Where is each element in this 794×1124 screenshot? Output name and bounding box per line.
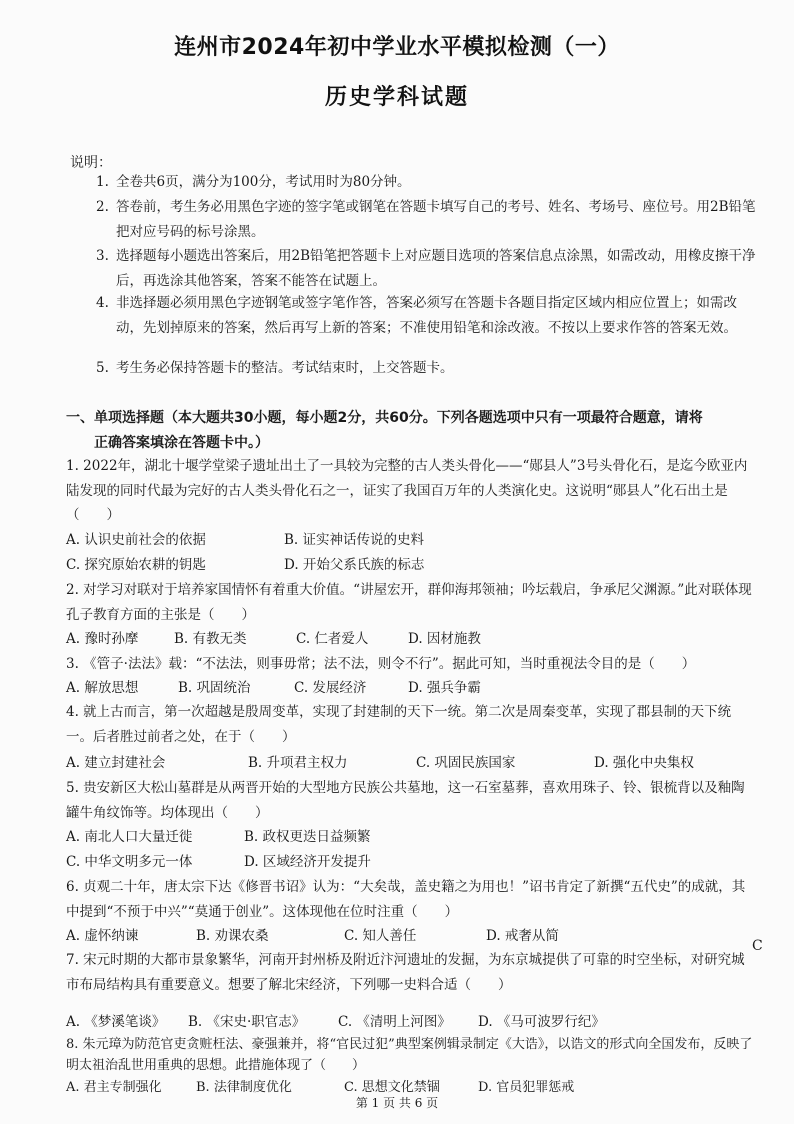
option-c[interactable]: C. 《清明上河图》 <box>338 1014 451 1030</box>
question-stem: 6. 贞观二十年，唐太宗下达《修晋书诏》认为：“大矣哉，盖史籍之为用也！”诏书肯定了新撰“五代史”的成就，其中提到“不预于中兴”“莫通于创业”。这体现他在位时注重（ ） <box>66 879 746 920</box>
instruction-item <box>96 244 756 294</box>
option-c[interactable]: C. 仁者爱人 <box>296 631 369 647</box>
option-row <box>66 1010 766 1034</box>
instruction-number: 2. <box>96 199 109 215</box>
option-c[interactable]: C. 思想文化禁锢 <box>344 1080 440 1095</box>
question-stem: 4. 就上古而言，第一次超越是殷周变革，实现了封建制的天下一统。第二次是周秦变革，实现了郡县制的天下统一。后者胜过前者之处，在于（ ） <box>66 704 732 745</box>
option-row <box>66 924 766 948</box>
option-row <box>66 751 766 775</box>
option-d[interactable]: D. 官员犯罪惩戒 <box>478 1080 575 1095</box>
exam-title: 连州市2024年初中学业水平模拟检测（一） <box>174 35 620 60</box>
option-row <box>66 627 766 651</box>
option-c[interactable]: C. 中华文明多元一体 <box>66 854 193 870</box>
instruction-number: 1. <box>96 174 109 190</box>
exam-subtitle: 历史学科试题 <box>324 85 469 110</box>
option-b[interactable]: B. 升项君主权力 <box>248 755 348 771</box>
section-heading-line2: 正确答案填涂在答题卡中。） <box>94 435 269 451</box>
option-a[interactable]: A. 认识史前社会的依据 <box>66 532 206 548</box>
option-b[interactable]: B. 法律制度优化 <box>196 1080 292 1095</box>
instruction-text: 全卷共6页，满分为100分，考试用时为80分钟。 <box>116 174 411 190</box>
option-d[interactable]: D. 因材施教 <box>408 631 481 647</box>
option-a[interactable]: A. 虚怀纳谏 <box>66 928 139 944</box>
option-a[interactable]: A. 豫时孙摩 <box>66 631 139 647</box>
option-a[interactable]: A. 建立封建社会 <box>66 755 166 771</box>
instruction-text: 答卷前，考生务必用黑色字迹的签字笔或钢笔在答题卡填写自己的考号、姓名、考场号、座位号。用2B铅笔把对应号码的标号涂黑。 <box>116 199 756 240</box>
option-d[interactable]: D. 《马可波罗行纪》 <box>478 1014 605 1030</box>
page-footer: 第 1 页 共 6 页 <box>355 1096 439 1110</box>
option-row <box>66 676 766 700</box>
option-b[interactable]: B. 巩固统治 <box>178 680 251 696</box>
margin-mark: C <box>752 938 763 954</box>
option-row <box>66 850 766 874</box>
option-d[interactable]: D. 区域经济开发提升 <box>244 854 371 870</box>
option-d[interactable]: D. 戒奢从简 <box>486 928 559 944</box>
instruction-text: 非选择题必须用黑色字迹钢笔或签字笔作答，答案必须写在答题卡各题目指定区域内相应位置上；如需改动，先划掉原来的答案，然后再写上新的答案；不准使用铅笔和涂改液。不按以上要求作答的答案无效。 <box>116 295 737 336</box>
option-b[interactable]: B. 政权更迭日益频繁 <box>244 829 371 845</box>
option-a[interactable]: A. 君主专制强化 <box>66 1080 162 1095</box>
question-stem: 7. 宋元时期的大都市景象繁华，河南开封州桥及附近汴河遗址的发掘，为东京城提供了可靠的时空坐标，对研究城市布局结构具有重要意义。想要了解北宋经济，下列哪一史料合适（ ） <box>66 952 745 993</box>
option-a[interactable]: A. 解放思想 <box>66 680 139 696</box>
instruction-item <box>96 170 756 195</box>
option-b[interactable]: B. 劝课农桑 <box>196 928 269 944</box>
option-row <box>66 528 766 552</box>
option-d[interactable]: D. 强兵争霸 <box>408 680 481 696</box>
option-b[interactable]: B. 证实神话传说的史料 <box>284 532 425 548</box>
option-a[interactable]: A. 《梦溪笔谈》 <box>66 1014 166 1030</box>
option-row <box>66 825 766 849</box>
instruction-number: 5. <box>96 360 109 376</box>
option-c[interactable]: C. 知人善任 <box>344 928 417 944</box>
section-heading <box>66 406 756 456</box>
option-c[interactable]: C. 发展经济 <box>294 680 367 696</box>
option-d[interactable]: D. 强化中央集权 <box>594 755 694 771</box>
question-stem: 5. 贵安新区大松山墓群是从两晋开始的大型地方民族公共墓地，这一石室墓葬，喜欢用珠子、铃、银梳背以及釉陶罐牛角纹饰等。均体现出（ ） <box>66 780 745 821</box>
instruction-item <box>96 356 756 381</box>
question-stem: 2. 对学习对联对于培养家国情怀有着重大价值。“讲屋宏开，群仰海邦领袖；吟坛载启，争承尼父渊源。”此对联体现孔子教育方面的主张是（ ） <box>66 582 752 623</box>
question-stem: 3. 《管子·法法》载：“不法法，则事毋常；法不法，则令不行”。据此可知，当时重视法令目的是（ ） <box>66 656 696 672</box>
instruction-text: 选择题每小题选出答案后，用2B铅笔把答题卡上对应题目选项的答案信息点涂黑，如需改动，用橡皮擦干净后，再选涂其他答案，答案不能答在试题上。 <box>116 248 756 289</box>
option-row <box>66 553 766 577</box>
question-stem: 8. 朱元璋为防范官吏贪赃枉法、豪强兼并，将“官民过犯”典型案例辑录制定《大诰》，以诰文的形式向全国发布，反映了明太祖治乱世用重典的思想。此措施体现了（ ） <box>66 1037 753 1073</box>
option-a[interactable]: A. 南北人口大量迁徙 <box>66 829 193 845</box>
option-b[interactable]: B. 有教无类 <box>174 631 247 647</box>
instruction-number: 3. <box>96 248 109 264</box>
instructions-label: 说明： <box>70 155 112 171</box>
option-d[interactable]: D. 开始父系氏族的标志 <box>284 557 425 573</box>
option-c[interactable]: C. 探究原始农耕的钥匙 <box>66 557 206 573</box>
option-c[interactable]: C. 巩固民族国家 <box>416 755 516 771</box>
instruction-number: 4. <box>96 295 109 311</box>
instruction-item <box>96 195 756 245</box>
section-heading-line1: 一、单项选择题（本大题共30小题，每小题2分，共60分。下列各题选项中只有一项最符合题意，请将 <box>66 410 703 426</box>
instruction-text: 考生务必保持答题卡的整洁。考试结束时，上交答题卡。 <box>116 360 454 376</box>
instruction-item <box>96 291 756 341</box>
question-stem: 1. 2022年，湖北十堰学堂梁子遗址出土了一具较为完整的古人类头骨化——“郧县人”3号头骨化石，是迄今欧亚内陆发现的同时代最为完好的古人类头骨化石之一，证实了我国百万年的人类演化史。这说明“郧县人”化石出土是（ ） <box>66 458 748 523</box>
option-b[interactable]: B. 《宋史·职官志》 <box>188 1014 306 1030</box>
